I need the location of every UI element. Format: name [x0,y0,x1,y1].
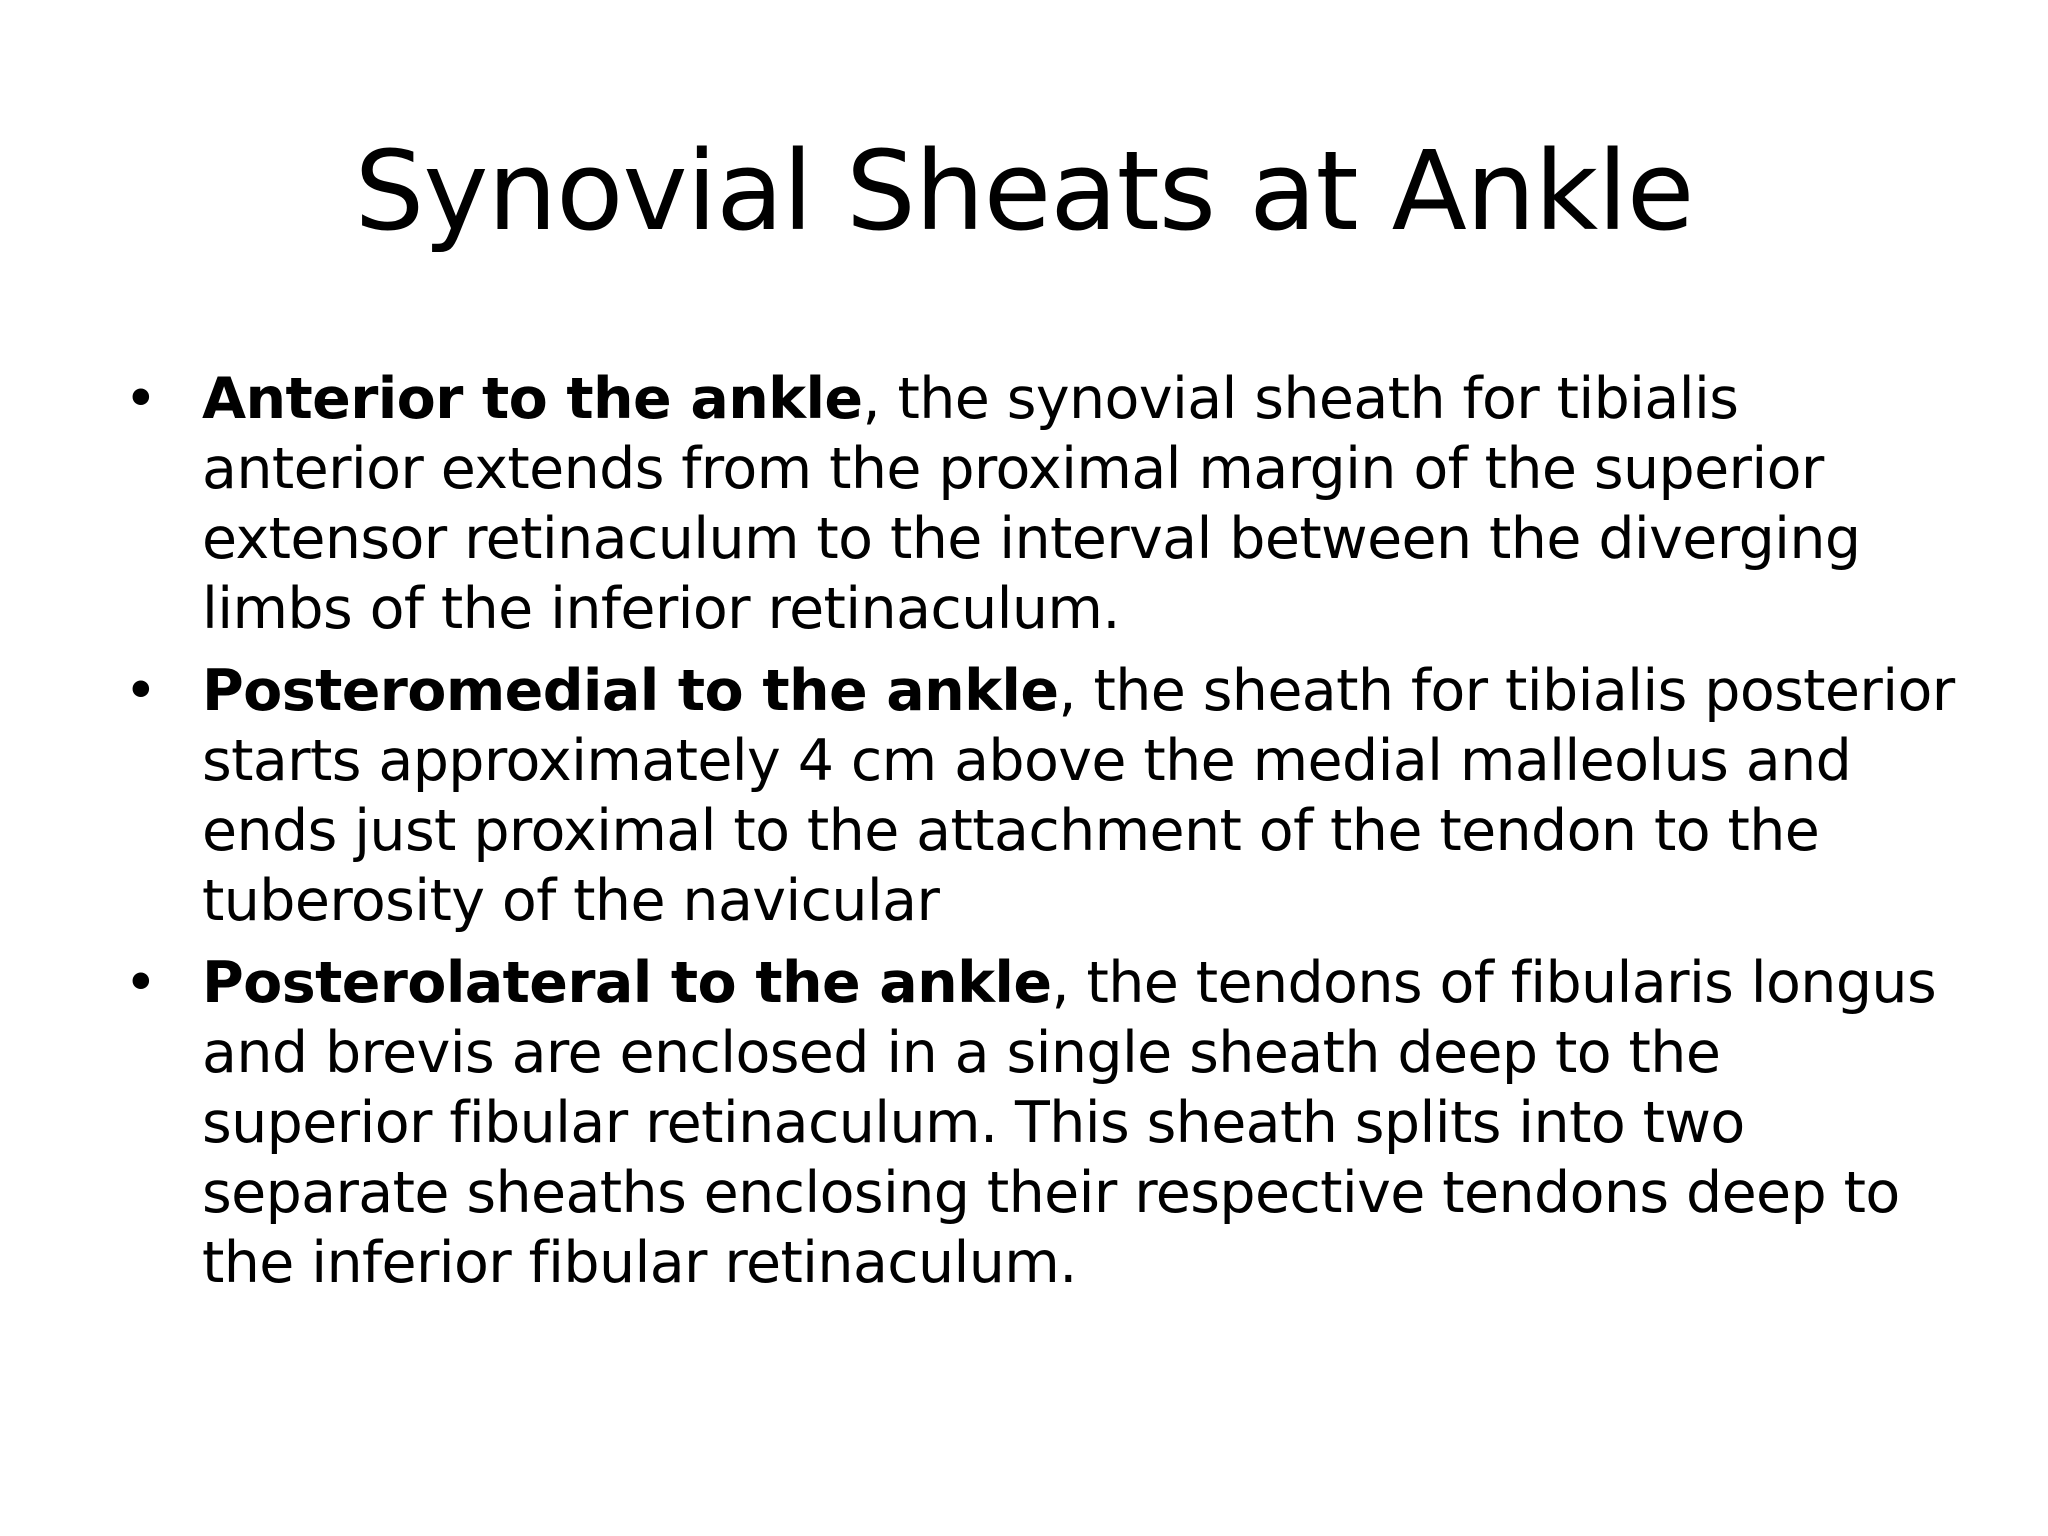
bullet-lead: Anterior to the ankle [202,366,863,432]
bullet-dot-icon: • [124,658,158,724]
bullet-text: , the sheath for tibialis posterior starts approximately 4 cm above the medial malleolus and ends just proximal to the attachment of the tendon to the tuberosity of the navicular [202,658,1955,934]
bullet-lead: Posterolateral to the ankle [202,950,1052,1016]
bullet-item-posterolateral [110,948,1960,1298]
bullet-text: , the tendons of fibularis longus and brevis are enclosed in a single sheath deep to the superior fibular retinaculum. This sheath splits into two separate sheaths enclosing their respective tendons deep to the inferior fibular retinaculum. [202,950,1937,1296]
bullet-item-anterior [110,364,1960,644]
bullet-dot-icon: • [124,366,158,432]
bullet-lead: Posteromedial to the ankle [202,658,1059,724]
bullet-list [110,364,1960,1310]
slide-title: Synovial Sheats at Ankle [354,127,1694,255]
bullet-dot-icon: • [124,950,158,1016]
bullet-text: , the synovial sheath for tibialis anterior extends from the proximal margin of the superior extensor retinaculum to the interval between the diverging limbs of the inferior retinaculum. [202,366,1861,642]
bullet-item-posteromedial [110,656,1960,936]
